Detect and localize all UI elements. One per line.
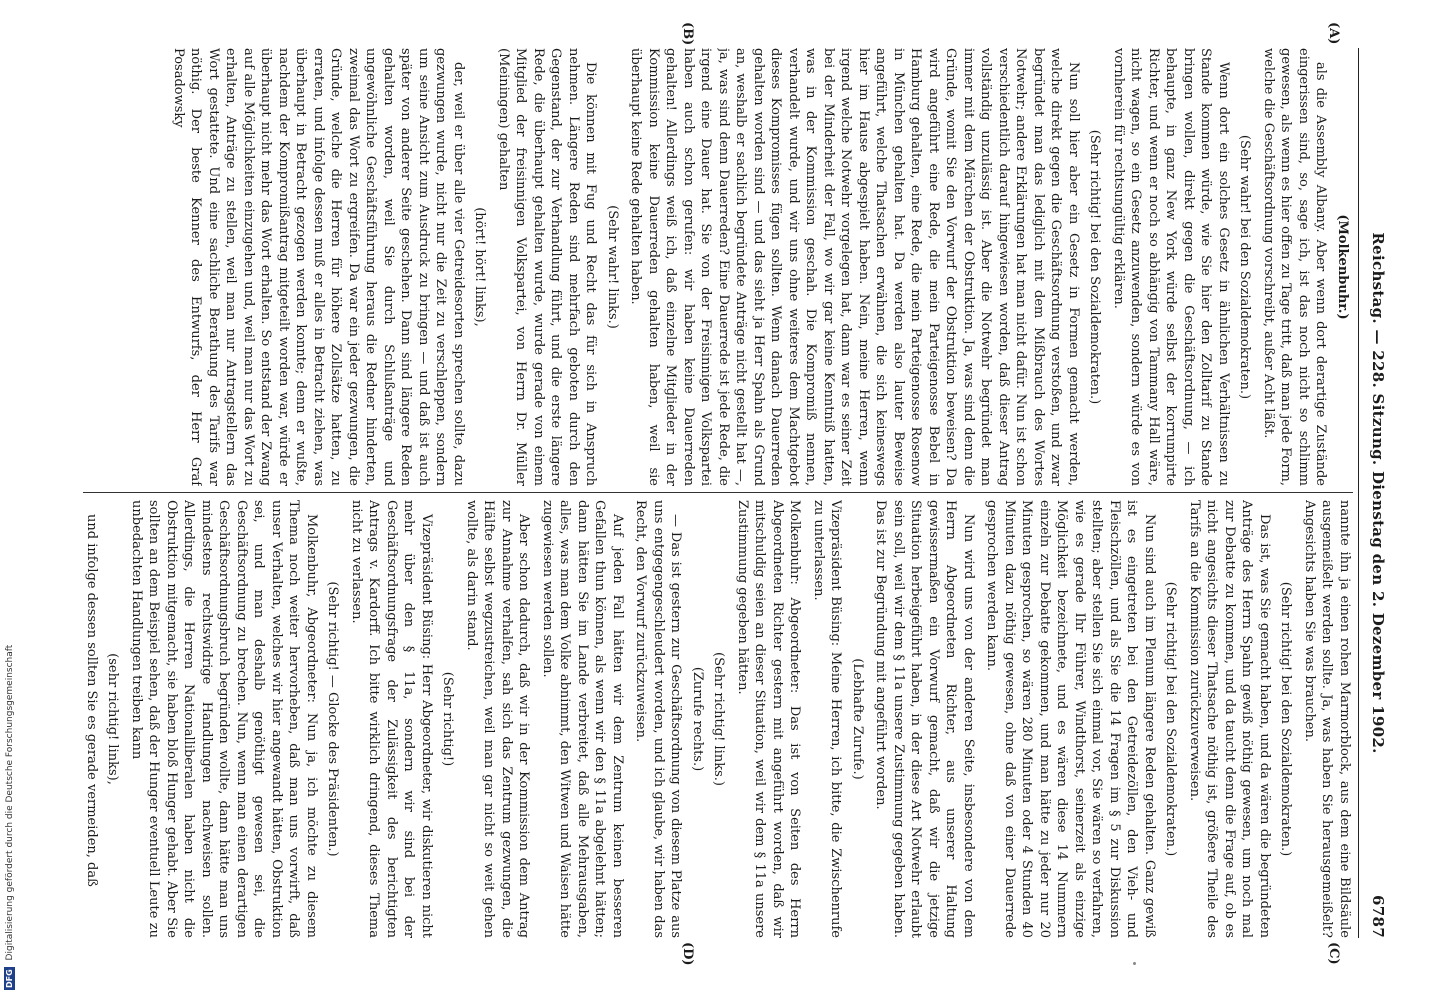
paragraph: Nun wird uns von der anderen Seite, insbesondere von dem Herrn Abgeordneten Richter, aus unserer Haltung gewissermaßen ein Vorwurf gemacht, daß wir die jetzige Situation herbeigeführt haben, in der diese Art Notwehr erlaubt sein soll, weil wir dem § 11a unsere Zustimmung gegeben haben. Das ist zur Begründung mit angeführt worden.: [873, 500, 976, 938]
paragraph: Molkenbuhr, Abgeordneter: Nun ja, ich möchte zu diesem Thema noch weiter hervorheben, daß man uns vorwirft, daß unser Verhalten, welches wir hier angewandt hätten, Obstruktion sei, und man deshalb genöthigt gewesen sei, die Geschäftsordnung zu brechen. Nun, wenn man einen derartigen Geschäftsordnungsbruch begründen wollte, dann hätte man uns mindestens rechtswidrige Handlungen nachweisen sollen. Allerdings, die Herren Nationalliberalen haben nicht die Obstruktion mitgemacht, sie haben bloß Hunger gehabt. Aber Sie sollten an dem Beispiel sehen, daß der Hunger eventuell Leute zu unbedachten Handlungen treiben kann: [129, 500, 319, 938]
interjection-remark: (Sehr wahr! links.): [605, 205, 620, 329]
left-text-column: [73, 48, 1353, 486]
paragraph: — Das ist gestern zur Geschäftsordnung von diesem Platze aus uns entgegengeschleudert worden, und ich glaube, wir haben das Recht, den Vorwurf zurückzuweisen.: [633, 500, 684, 938]
header-rule: [1358, 48, 1359, 938]
right-text-column: [73, 500, 1353, 938]
dfg-logo: DFG: [5, 969, 14, 988]
paragraph: Aber schon dadurch, daß wir in der Kommission dem Antrag zur Annahme verhalfen, sah sich das Zentrum gezwungen, die Hälfte selbst wegzustreichen, weil man gar nicht so weit gehen wollte, als darin stand.: [464, 500, 532, 938]
interjection-remark: (Lebhafte Zurufe.): [850, 658, 865, 780]
interjection-remark: (Sehr richtig! — Glocke des Präsidenten.): [325, 581, 341, 857]
interjection-remark: (Sehr wahr! bei den Sozialdemokraten.): [1237, 134, 1253, 400]
paragraph: und infolge dessen sollten Sie es gerade vermeiden, daß: [84, 514, 99, 887]
margin-marker-a: (A): [1326, 22, 1341, 45]
paragraph: Die können mit Fug und Recht das für sich in Anspruch nehmen. Längere Reden sind mehrfach geboten durch den Gegenstand, der zur Verhandlung führt, und die erste längere Rede, die überhaupt gehalten wurde, wurde gerade von einem Mitglied der freisinnigen Volkspartei, von Herrn Dr. Müller (Meiningen) gehalten: [496, 48, 599, 486]
digitization-footer: [4, 645, 15, 990]
interjection-remark: (Sehr richtig! links.): [711, 652, 727, 786]
paragraph: Wenn dort ein solches Gesetz in ähnlichen Verhältnissen zu Stande kommen würde, wie Sie hier den Zolltarif zu Stande bringen wollen, direkt gegen die Geschäftsordnung, — ich behaupte, in ganz New York würde selbst der korrumpirte Richter, und wenn er noch so abhängig von Tammany Hall wäre, nicht wagen, so ein Gesetz anzuwenden, sondern würde es von vornherein für rechtsungültig erklären.: [1111, 48, 1231, 486]
interjection-remark: (Sehr richtig! bei den Sozialdemokraten.): [1278, 581, 1294, 857]
paragraph: Vizepräsident Büsing: Herr Abgeordneter, wir diskutieren nicht mehr über den § 11a, sondern wir sind bei der Geschäftsordnungsfrage der Zulässigkeit des berichtigten Antrags v. Kardorff. Ich bitte wirklich dringend, dieses Thema nicht zu verlassen.: [349, 500, 434, 938]
paragraph: der, weil er über alle vier Getreidesorten sprechen sollte, dazu gezwungen wurde, nicht nur die Zeit zu verschleppen, sondern um seine Ansicht zum Ausdruck zu bringen — und daß ist auch später von anderer Seite geschehen. Dann sind längere Reden gehalten worden, weil Sie durch Schlußanträge und ungewöhnliche Geschäftsführung heraus die Redner hinderten, zweimal das Wort zu ergreifen. Da war ein jeder gezwungen, die Gründe, welche die Herren für höhere Zollsätze hatten, zu erraten, und infolge dessen muß er alles in Betracht ziehen, was überhaupt in Betracht gezogen werden konnte; denn er wußte, nachdem der Kompromißantrag mitgeteilt worden war, würde er überhaupt nicht mehr das Wort erhalten. So entstand der Zwang auf alle Möglichkeiten einzugehen und, weil man nur das Wort zu erhalten, Anträge zu stellen, weil man nur Antragstellern das Wort gestattete. Und eine sachliche Berathung des Tarifs war nöthig. Der beste Kenner des Entwurfs, der Herr Graf Posadowsky: [171, 48, 466, 486]
paragraph: als die Assembly Albany. Aber wenn dort derartige Zustände eingerissen sind, so, sage ich, ist das noch nicht so schlimm gewesen, als wenn es hier offen zu Tage tritt, daß man jede Form, welche die Geschäftsordnung vorschreibt, außer Acht läßt.: [1261, 48, 1329, 486]
interjection-remark: (sehr richtig! links),: [105, 653, 121, 785]
interjection-remark: (Sehr richtig!): [440, 671, 456, 767]
interjection-remark: (Zurufe rechts.): [690, 666, 705, 772]
rotated-document-page: [65, 18, 1395, 966]
interjection-remark: (Sehr richtig! bei den Sozialdemokraten.): [1087, 129, 1103, 405]
paragraph: Molkenbuhr: Abgeordneter: Das ist von Seiten des Herrn Abgeordneten Richter gestern mit angeführt worden, daß wir mitschuldig seien an dieser Situation, weil wir dem § 11a unsere Zustimmung gegeben hätten.: [735, 500, 803, 938]
page-number: 6787: [1369, 895, 1387, 938]
paragraph: Auf jeden Fall hätten wir dem Zentrum keinen besseren Gefallen thun können, als wenn wir den § 11a abgelehnt hätten; dann hätten Sie im Lande verbreitet, daß alle Mehrausgaben, alles, was man dem Volke abnimmt, den Witwen und Waisen hätte zugewiesen werden sollen.: [540, 500, 625, 938]
footer-text: Digitalisierung gefördert durch die Deutsche Forschungsgemeinschaft: [5, 644, 15, 961]
speaker-label: (Molkenbuhr.): [1335, 214, 1350, 320]
header-title: Reichstag. — 228. Sitzung. Dienstag den 2. Dezember 1902.: [1369, 232, 1387, 754]
paragraph: Vizepräsident Büsing: Meine Herren, ich bitte, die Zwischenrufe zu unterlassen.: [811, 500, 844, 938]
page-header: [1361, 48, 1389, 938]
paragraph: Nun sind auch im Plenum längere Reden gehalten. Ganz gewiß ist es eingetreten bei den Getreidezöllen, den Vieh- und Fleischzöllen, und als Sie die 14 Fragen im § 5 zur Diskussion stellten; aber stellen Sie sich einmal vor, Sie wären so verfahren, wie es gerade Ihr Führer, Windthorst, seinerzeit als einzige Möglichkeit bezeichnete, und es wären diese 14 Nummern einzeln zur Debatte gekommen, und man hätte zu jeder nur 20 Minuten gesprochen, so wären 280 Minuten oder 4 Stunden 40 Minuten dazu nöthig gewesen, ohne daß von einer Dauerrede gesprochen werden kann.: [984, 500, 1157, 938]
paragraph: nannte ihn ja einen rohen Marmorblock, aus dem eine Bildsäule ausgemeißelt werden sollte. Ja, was haben Sie herausgemeißelt? Angesichts haben Sie was brauchen.: [1302, 500, 1352, 938]
margin-marker-b: (B): [680, 22, 695, 46]
paragraph: Nun soll hier aber ein Gesetz in Formen gemacht werden, welche direkt gegen die Geschäftsordnung verstoßen, und zwar begründet man das lediglich mit dem Mißbrauch des Wortes Notwehr; andere Erklärungen hat man nicht dafür. Nun ist schon verschiedentlich darauf hingewiesen worden, daß dieser Antrag vollständig unzulässig ist. Aber die Notwehr begründet man immer mit dem Märchen der Obstruktion. Ja, was sind denn die Gründe, womit Sie den Vorwurf der Obstruktion beweisen? Da wird angeführt eine Rede, die mein Parteigenosse Bebel in Hamburg gehalten, eine Rede, die mein Parteigenosse Rosenow in München gehalten hat. Da werden also lauter Beweise angeführt, welche Thatsachen erwähnen, die sich keineswegs hier im Hause abgespielt haben. Nein, meine Herren, wenn irgend welche Notwehr vorgelegen hat, dann war es seiner Zeit bei der Minderheit der Fall, wo wir gar keine Kenntniß hatten, was in der Kommission geschah. Die Kompromiß nennen, verhandelt wurde, und wir uns ohne weiteres dem Machtgebot dieses Kompromisses fügen sollten. Wenn danach Dauerreden gehalten worden sind — und das sieht ja Herr Spahn als Grund an, weshalb er sachlich begründete Anträge nicht gestellt hat —, ja, was sind denn Dauerreden? Eine Dauerrede ist jede Rede, die irgend eine Dauer hat. Sie von der Freisinnigen Volkspartei haben auch schon gerufen: wir haben keine Dauerreden gehalten! Allerdings weiß ich, daß einzelne Mitglieder in der Kommission keine Dauerreden gehalten haben, weil sie überhaupt keine Rede gehalten haben.: [628, 48, 1081, 486]
paragraph: Das ist, was Sie gemacht haben, und da wären die begründeten Anträge des Herrn Spahn gewiß nöthig gewesen, um noch mal zur Debatte zu kommen, und da taucht denn die Frage auf, ob es nicht angesichts dieser Thatsache nöthig ist, größere Theile des Tarifs an die Kommission zurückzuverweisen.: [1187, 500, 1272, 938]
interjection-remark: (hört! hört! links),: [472, 207, 488, 327]
column-divider: [83, 492, 1353, 493]
interjection-remark: (Sehr richtig! bei den Sozialdemokraten.): [1163, 581, 1179, 857]
margin-marker-c: (C): [1326, 942, 1341, 965]
margin-marker-d: (D): [680, 942, 695, 966]
scan-speck: [1133, 962, 1136, 965]
